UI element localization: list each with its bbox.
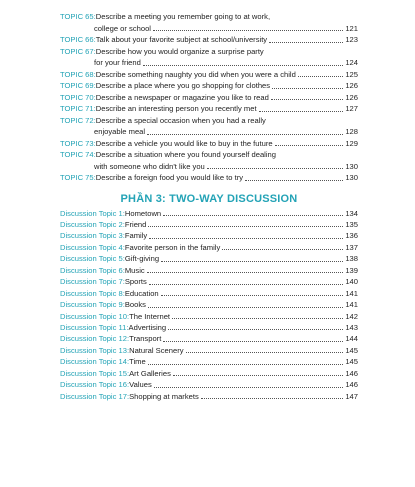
dot-leader xyxy=(172,318,343,319)
discussion-entry[interactable] xyxy=(60,253,358,264)
discussion-title: Art Galleries xyxy=(129,368,171,378)
topic-label: TOPIC 66: xyxy=(60,35,96,44)
page-number: 126 xyxy=(345,81,358,90)
page-number: 126 xyxy=(345,92,358,102)
page-number: 134 xyxy=(345,208,358,218)
dot-leader xyxy=(259,111,344,112)
toc-entry[interactable] xyxy=(60,172,358,184)
dot-leader xyxy=(148,226,343,227)
page-number: 144 xyxy=(345,334,358,344)
dot-leader xyxy=(161,295,344,296)
page-number: 145 xyxy=(345,357,358,367)
page-number: 135 xyxy=(345,219,358,229)
topic-label: TOPIC 71: xyxy=(60,104,96,113)
discussion-title: Favorite person in the family xyxy=(124,242,221,252)
dot-leader xyxy=(163,215,343,216)
dot-leader xyxy=(168,329,343,330)
dot-leader xyxy=(222,249,343,250)
dot-leader xyxy=(148,307,343,308)
section-title: PHẦN 3: TWO-WAY DISCUSSION xyxy=(120,192,298,205)
page-number: 127 xyxy=(345,104,358,113)
toc-entry[interactable] xyxy=(60,92,358,104)
discussion-entry[interactable] xyxy=(60,368,358,379)
discussion-entry[interactable] xyxy=(60,219,358,230)
discussion-label: Discussion Topic 2: xyxy=(60,219,125,229)
dot-leader xyxy=(147,134,343,135)
toc-entry[interactable] xyxy=(60,138,358,150)
discussion-title: Natural Scenery xyxy=(129,345,184,355)
dot-leader xyxy=(298,76,344,77)
discussion-label: Discussion Topic 8: xyxy=(60,288,125,298)
topic-list xyxy=(60,11,358,184)
discussion-title: Education xyxy=(124,288,159,298)
discussion-label: Discussion Topic 14: xyxy=(60,357,130,367)
topic-label: TOPIC 68: xyxy=(60,69,96,79)
toc-page xyxy=(60,11,358,402)
page-number: 130 xyxy=(345,173,358,182)
dot-leader xyxy=(271,99,344,100)
discussion-label: Discussion Topic 15: xyxy=(60,368,130,378)
topic-label: TOPIC 74: xyxy=(60,150,96,159)
topic-label: TOPIC 70: xyxy=(60,92,96,102)
dot-leader xyxy=(207,168,344,169)
dot-leader xyxy=(275,145,344,146)
discussion-title: Sports xyxy=(124,277,147,287)
discussion-entry[interactable] xyxy=(60,276,358,287)
discussion-title: Hometown xyxy=(124,208,162,218)
topic-title: Talk about your favorite subject at school/university xyxy=(95,35,268,44)
page-number: 138 xyxy=(345,254,358,264)
topic-title: Describe something naughty you did when you were a child xyxy=(95,69,296,79)
discussion-title: Gift-giving xyxy=(124,254,160,264)
page-number: 146 xyxy=(345,368,358,378)
discussion-entry[interactable] xyxy=(60,391,358,402)
topic-label: TOPIC 72: xyxy=(60,115,96,125)
topic-title-cont: college or school xyxy=(94,23,151,33)
page-number: 141 xyxy=(345,288,358,298)
discussion-label: Discussion Topic 12: xyxy=(60,334,130,344)
page-number: 142 xyxy=(345,311,358,321)
page-number: 137 xyxy=(345,242,358,252)
discussion-entry[interactable] xyxy=(60,311,358,322)
discussion-title: The Internet xyxy=(129,311,171,321)
discussion-title: Music xyxy=(124,265,145,275)
page-number: 141 xyxy=(345,300,358,310)
topic-label: TOPIC 65: xyxy=(60,12,96,21)
topic-label: TOPIC 69: xyxy=(60,81,96,90)
discussion-entry[interactable] xyxy=(60,333,358,344)
topic-label: TOPIC 73: xyxy=(60,138,96,148)
discussion-label: Discussion Topic 1: xyxy=(60,208,125,218)
discussion-entry[interactable] xyxy=(60,208,358,219)
toc-entry[interactable] xyxy=(60,34,358,46)
topic-title: Describe how you would organize a surprise party xyxy=(95,46,264,56)
dot-leader xyxy=(173,375,343,376)
discussion-label: Discussion Topic 17: xyxy=(60,391,130,401)
discussion-entry[interactable] xyxy=(60,379,358,390)
dot-leader xyxy=(143,65,343,66)
dot-leader xyxy=(149,238,343,239)
toc-entry[interactable] xyxy=(60,103,358,115)
dot-leader xyxy=(272,88,343,89)
page-number: 143 xyxy=(345,323,358,333)
dot-leader xyxy=(148,364,344,365)
discussion-title: Books xyxy=(124,300,146,310)
discussion-label: Discussion Topic 9: xyxy=(60,300,125,310)
dot-leader xyxy=(245,180,343,181)
toc-entry[interactable] xyxy=(60,11,358,34)
page-number: 124 xyxy=(345,58,358,67)
discussion-entry[interactable] xyxy=(60,356,358,367)
discussion-entry[interactable] xyxy=(60,345,358,356)
discussion-label: Discussion Topic 5: xyxy=(60,254,125,264)
page-number: 145 xyxy=(345,345,358,355)
toc-entry[interactable] xyxy=(60,149,358,172)
dot-leader xyxy=(163,341,343,342)
discussion-label: Discussion Topic 16: xyxy=(60,380,130,390)
page-number: 123 xyxy=(345,35,358,44)
topic-title-cont: for your friend xyxy=(94,58,141,67)
page-number: 136 xyxy=(345,231,358,241)
page-number: 130 xyxy=(345,161,358,171)
discussion-title: Family xyxy=(124,231,148,241)
dot-leader xyxy=(154,387,344,388)
topic-title: Describe a foreign food you would like to try xyxy=(95,173,244,182)
topic-title: Describe an interesting person you recently met xyxy=(95,104,257,113)
page-number: 125 xyxy=(345,69,358,79)
topic-title: Describe a vehicle you would like to buy in the future xyxy=(95,138,273,148)
topic-title: Describe a meeting you remember going to at work, xyxy=(95,12,271,21)
discussion-label: Discussion Topic 6: xyxy=(60,265,125,275)
discussion-label: Discussion Topic 11: xyxy=(60,323,129,333)
discussion-title: Transport xyxy=(129,334,162,344)
discussion-title: Time xyxy=(129,357,146,367)
dot-leader xyxy=(161,261,343,262)
topic-title: Describe a newspaper or magazine you like to read xyxy=(95,92,269,102)
topic-title: Describe a special occasion when you had a really xyxy=(95,115,266,125)
toc-entry[interactable] xyxy=(60,46,358,69)
page-number: 147 xyxy=(345,391,358,401)
topic-title: Describe a place where you go shopping for clothes xyxy=(95,81,271,90)
discussion-title: Advertising xyxy=(128,323,167,333)
discussion-entry[interactable] xyxy=(60,322,358,333)
discussion-label: Discussion Topic 7: xyxy=(60,277,125,287)
dot-leader xyxy=(201,398,344,399)
dot-leader xyxy=(186,352,344,353)
discussion-title: Friend xyxy=(124,219,147,229)
discussion-label: Discussion Topic 3: xyxy=(60,231,125,241)
discussion-list xyxy=(60,208,358,403)
dot-leader xyxy=(149,284,344,285)
toc-entry[interactable] xyxy=(60,115,358,138)
topic-title-cont: with someone who didn't like you xyxy=(94,161,205,171)
discussion-entry[interactable] xyxy=(60,299,358,310)
topic-title: Describe a situation where you found yourself dealing xyxy=(95,150,276,159)
page-number: 146 xyxy=(345,380,358,390)
page-number: 129 xyxy=(345,138,358,148)
toc-entry[interactable] xyxy=(60,80,358,92)
discussion-entry[interactable] xyxy=(60,265,358,276)
discussion-title: Values xyxy=(129,380,152,390)
discussion-title: Shopping at markets xyxy=(129,391,199,401)
discussion-entry[interactable] xyxy=(60,230,358,241)
page-number: 139 xyxy=(345,265,358,275)
discussion-entry[interactable] xyxy=(60,288,358,299)
dot-leader xyxy=(153,30,343,31)
discussion-entry[interactable] xyxy=(60,242,358,253)
dot-leader xyxy=(147,272,344,273)
discussion-label: Discussion Topic 10: xyxy=(60,311,130,321)
dot-leader xyxy=(269,42,343,43)
page-number: 121 xyxy=(345,23,358,33)
topic-title-cont: enjoyable meal xyxy=(94,127,146,136)
page-number: 140 xyxy=(345,277,358,287)
toc-entry[interactable] xyxy=(60,69,358,81)
discussion-label: Discussion Topic 4: xyxy=(60,242,125,252)
topic-label: TOPIC 67: xyxy=(60,46,96,56)
discussion-label: Discussion Topic 13: xyxy=(60,345,130,355)
page-number: 128 xyxy=(345,127,358,136)
topic-label: TOPIC 75: xyxy=(60,173,96,182)
